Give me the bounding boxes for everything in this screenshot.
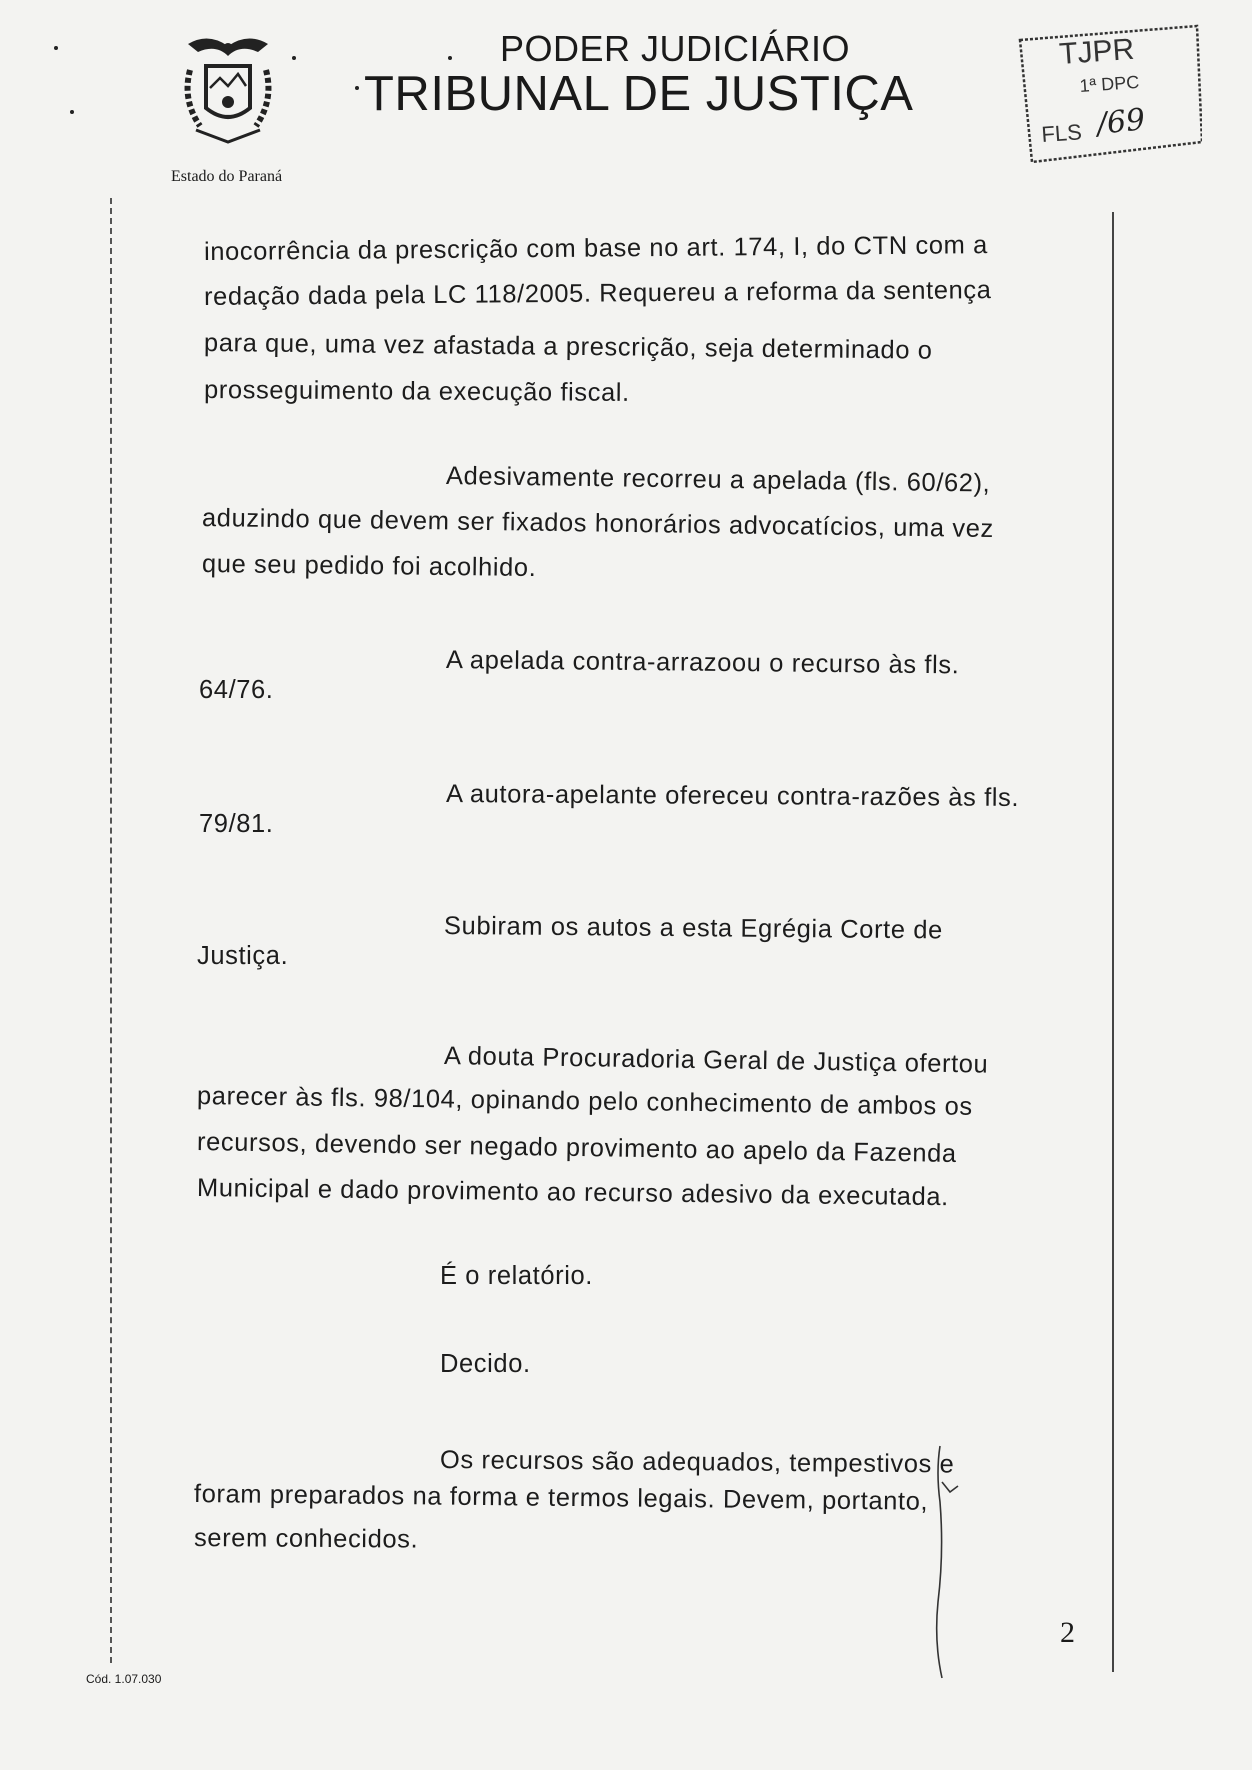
stamp-line2: 1ª DPC: [1078, 71, 1140, 96]
body-line: serem conhecidos.: [193, 1524, 419, 1554]
left-margin-line: [110, 198, 112, 1663]
body-line: Subiram os autos a esta Egrégia Corte de: [443, 912, 943, 945]
body-line: redação dada pela LC 118/2005. Requereu a reforma da sentença: [203, 276, 992, 311]
body-line: Decido.: [440, 1350, 531, 1378]
body-line: A autora-apelante ofereceu contra-razões às fls.: [445, 780, 1020, 813]
body-line: prosseguimento da execução fiscal.: [203, 376, 630, 407]
speck: [448, 56, 452, 60]
body-line: 64/76.: [199, 676, 274, 704]
body-line: inocorrência da prescrição com base no art. 174, I, do CTN com a: [203, 231, 989, 266]
body-line: É o relatório.: [440, 1262, 593, 1290]
speck: [292, 56, 296, 60]
right-margin-line: [1112, 212, 1114, 1672]
header-state: Estado do Paraná: [171, 168, 283, 185]
body-line: Adesivamente recorreu a apelada (fls. 60/62),: [445, 462, 991, 498]
body-line: Os recursos são adequados, tempestivos e: [439, 1446, 955, 1479]
document-code: Cód. 1.07.030: [86, 1672, 162, 1686]
body-line: Justiça.: [197, 942, 289, 970]
body-line: A apelada contra-arrazoou o recurso às fls.: [445, 646, 960, 680]
page-number: 2: [1060, 1616, 1075, 1649]
stamp-fls-label: FLS: [1040, 119, 1083, 147]
body-line: Municipal e dado provimento ao recurso adesivo da executada.: [196, 1174, 949, 1212]
header-court: TRIBUNAL DE JUSTIÇA: [364, 67, 914, 121]
speck: [54, 46, 58, 50]
court-stamp: [1012, 22, 1202, 172]
body-line: foram preparados na forma e termos legais. Devem, portanto,: [193, 1480, 929, 1516]
body-line: 79/81.: [199, 810, 274, 838]
body-line: recursos, devendo ser negado provimento ao apelo da Fazenda: [196, 1128, 957, 1168]
stamp-fls-number: /69: [1095, 102, 1147, 142]
body-line: parecer às fls. 98/104, opinando pelo conhecimento de ambos os: [196, 1082, 973, 1121]
body-line: para que, uma vez afastada a prescrição, seja determinado o: [203, 329, 933, 365]
parana-coat-of-arms-icon: [178, 30, 278, 150]
stamp-line1: TJPR: [1058, 32, 1136, 71]
body-line: aduzindo que devem ser fixados honorários advocatícios, uma vez: [201, 504, 995, 544]
body-line: A douta Procuradoria Geral de Justiça ofertou: [443, 1042, 989, 1079]
signature-mark-icon: [910, 1442, 970, 1682]
body-line: que seu pedido foi acolhido.: [201, 550, 537, 583]
speck: [355, 86, 359, 90]
header-judiciary: PODER JUDICIÁRIO: [500, 28, 851, 69]
speck: [70, 110, 74, 114]
